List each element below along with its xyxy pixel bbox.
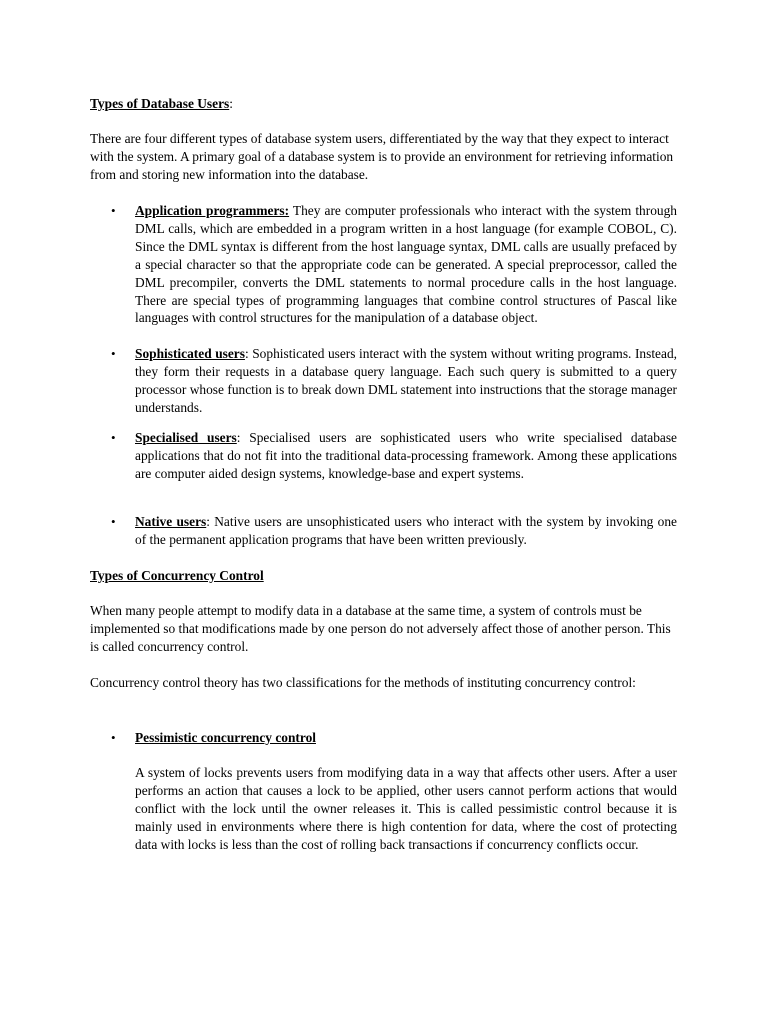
pessimistic-description: A system of locks prevents users from modifying data in a way that affects other users. After a user performs an action that causes a lock to be applied, other users cannot perform actions that would conflict with the lock until the owner releases it. This is called pessimistic control because it is mainly used in environments where there is high contention for data, where the cost of protecting data with locks is less than the cost of rolling back transactions if concurrency conflicts occur. [135, 765, 677, 852]
list-item-specialised-users [111, 429, 678, 483]
bullet-icon: • [111, 730, 116, 745]
list-item-pessimistic-concurrency [111, 729, 677, 747]
term-label: Specialised users [135, 430, 237, 445]
term-description: : Native users are unsophisticated users who interact with the system by invoking one of the permanent application programs that have been written previously. [135, 514, 677, 547]
bullet-icon: • [111, 203, 116, 218]
term-label: Pessimistic concurrency control [135, 730, 316, 745]
section-heading-suffix: : [229, 96, 233, 111]
intro-paragraph: There are four different types of database system users, differentiated by the way that they expect to interact with the system. A primary goal of a database system is to provide an environment for retrieving information from and storing new information into the database. [90, 131, 674, 182]
section-heading-concurrency-control [90, 567, 264, 585]
term-description: They are computer professionals who interact with the system through DML calls, which are embedded in a program written in a host language (for example COBOL, C). Since the DML syntax is different from the host language syntax, DML calls are usually prefaced by a special character so that the appropriate code can be generated. A special preprocessor, called the DML precompiler, converts the DML statements to normal procedure calls in the host language. There are special types of programming languages that combine control structures of Pascal like languages with control structures for the manipulation of a database object. [135, 203, 677, 326]
section-heading-text: Types of Database Users [90, 96, 230, 111]
concurrency-paragraph-1: When many people attempt to modify data in a database at the same time, a system of controls must be implemented so that modifications made by one person do not adversely affect those of another person. This is called concurrency control. [90, 603, 671, 654]
list-item-native-users [111, 513, 677, 549]
bullet-icon: • [111, 430, 116, 445]
list-item-sophisticated-users [111, 345, 677, 417]
section-heading-database-users [90, 95, 233, 113]
bullet-icon: • [111, 346, 116, 361]
bullet-icon: • [111, 514, 116, 529]
term-label: Native users [135, 514, 207, 529]
term-label: Sophisticated users [135, 346, 245, 361]
term-description: : Specialised users are sophisticated users who write specialised database applications that do not fit into the traditional data-processing framework. Among these applications are computer aided design systems, knowledge-base and expert systems. [135, 430, 678, 481]
term-description: : Sophisticated users interact with the system without writing programs. Instead, they form their requests in a database query language. Each such query is submitted to a query processor whose function is to break down DML statement into instructions that the storage manager understands. [135, 346, 677, 415]
section-heading-text: Types of Concurrency Control [90, 568, 264, 583]
term-label: Application programmers: [135, 203, 290, 218]
concurrency-paragraph-2: Concurrency control theory has two classifications for the methods of instituting concurrency control: [90, 675, 636, 690]
list-item-application-programmers [111, 202, 677, 327]
